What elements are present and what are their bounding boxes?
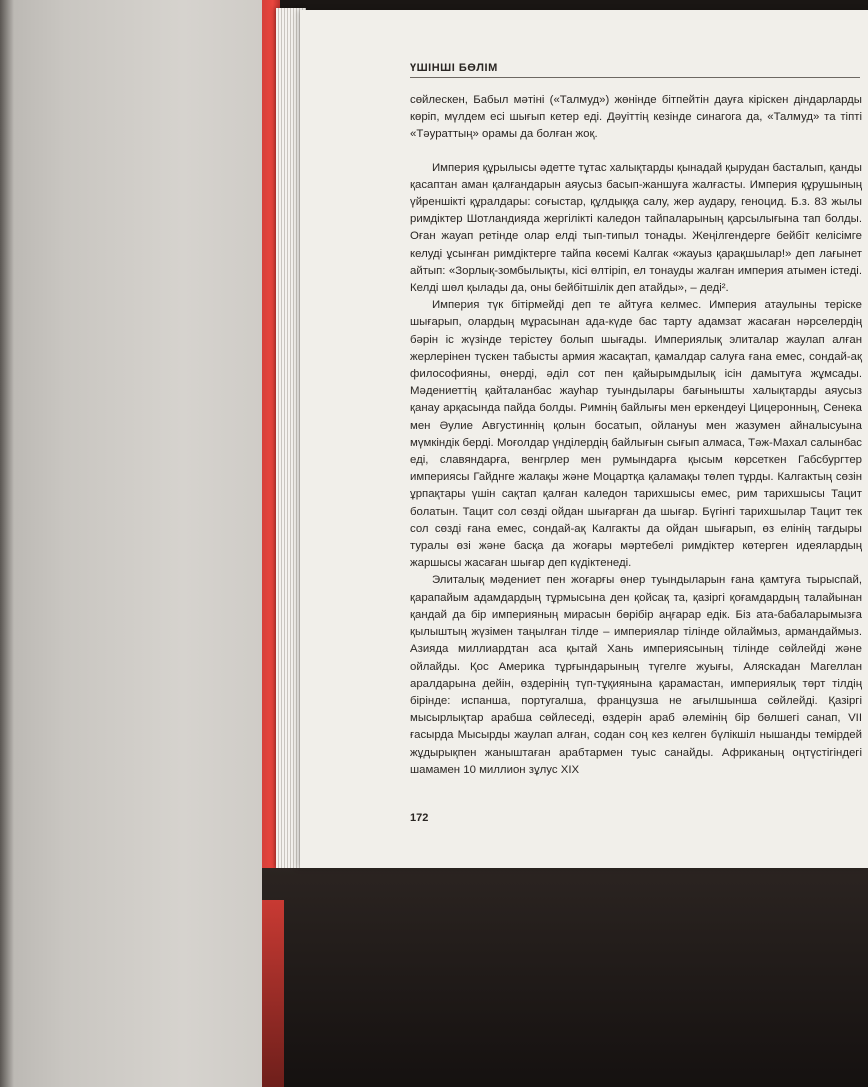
- background-surface: [262, 868, 868, 1087]
- running-head: ҮШІНШІ БӨЛІМ: [410, 62, 860, 78]
- left-page: [0, 0, 262, 1087]
- body-text: [410, 92, 862, 779]
- paragraph: Элиталық мәдениет пен жоғарғы өнер туындыларын ғана қамтуға тырыспай, қарапайым адамдардың тұрмысына ден қойсақ та, қазіргі қоғамдардың талайынан қандай да бір империяның мирасын бөрібір аңғарар едік. Біз ата-бабаларымызға қылыштың жүзімен таңылған тілде – империялар тілінде ойлаймыз, армандаймыз. Азияда миллиардтан аса қытай Хань империясының тілінде сөйлейді және ойлайды. Қос Америка тұрғындарының түгелге жуығы, Аляскадан Магеллан аралдарына дейін, өздерінің түп-тұқиянына қарамастан, империялық төрт тілдің бірінде: испанша, португалша, французша не ағылшынша сөйлейді. Қазіргі мысырлықтар арабша сөйлеседі, өздерін араб әлемінің бір бөлшегі санап, VII ғасырда Мысырды жаулап алған, содан соң кез келген бүлікшіл нышанды темірдей жұдырықпен жаныштаған арабтармен туыс санайды. Африканың оңтүстігіндегі шамамен 10 миллион зұлус XIX: [410, 574, 862, 776]
- paragraph: Империя құрылысы әдетте тұтас халықтарды қынадай қырудан басталып, қанды қасаптан аман қалғандарын аяусыз басып-жаншуға жалғасты. Империя құрушының үйреншікті құралдары: соғыстар, құлдыққа салу, жер аудару, геноцид. Б.з. 83 жылы римдіктер Шотландияда жергілікті каледон тайпаларының қарсылығына тап болды. Оған жауап ретінде олар елді тып-типыл тонады. Жеңілгендерге бейбіт келісімге келуді ұсынған римдіктерге тайпа көсемі Калгак «жауыз қарақшылар!» деп лағынет айтып: «Зорлық-зомбылықты, кісі өлтіріп, ел тонауды жалған империя атымен істеді. Келді шөл қылады да, оны бейбітшілік деп атайды», – деді².: [410, 161, 862, 295]
- spine-shadow: [0, 0, 14, 1087]
- paragraph: сөйлескен, Бабыл мәтіні («Талмуд») жөнінде бітпейтін дауға кіріскен діндарларды көріп, мүлдем есі шығып кетер еді. Дәуіттің кезінде синагога да, «Талмуд» та тіпті «Тәураттың» орамы да болған жоқ.: [410, 94, 862, 141]
- paragraph: Империя түк бітірмейді деп те айтуға келмес. Империя атаулыны теріске шығарып, олардың мұрасынан ада-күде бас тарту адамзат жасаған нәрселердің бәрін іс жүзінде терістеу болып шығады. Империялық элиталар жаулап алған жерлерінен түскен табысты армия жасақтап, қамалдар салуға ғана емес, сондай-ақ философияны, өнерді, әділ сот пен қайырымдылық ісін дамытуға жұмсады. Мәдениеттің қайталанбас жауһар туындылары бағынышты халықтарды аяусыз қанау арқасында пайда болды. Римнің байлығы мен еркендеуі Цицеронның, Сенека мен Әулие Августиннің қолын босатып, ойлануы мен жазумен айналысуына мүмкіндік берді. Моғолдар үнділердің байлығын сығып алмаса, Тәж-Махал салынбас еді, славяндарға, венгрлер мен румындарға қысым көрсеткен Габсбургтер империясы Гайднге жалақы және Моцартқа қаламақы төлеп тұрды. Калгактың сөзін ұрпақтары үшін сақтап қалған каледон тарихшысы емес, рим тарихшысы Тацит болатын. Тацит сол сөзді ойдан шығарған да шығар. Бүгінгі тарихшылар Тацит тек сол сөзді ғана емес, сондай-ақ Калгакты да ойдан шығарып, өз елінің тағдыры туралы өзі және басқа да жоғары мәртебелі римдіктер көтерген идеялардың жаршысы жасаған шығар деп күдіктенеді.: [410, 299, 862, 570]
- book-cover-bottom: [262, 900, 284, 1087]
- page-number: 172: [410, 812, 429, 824]
